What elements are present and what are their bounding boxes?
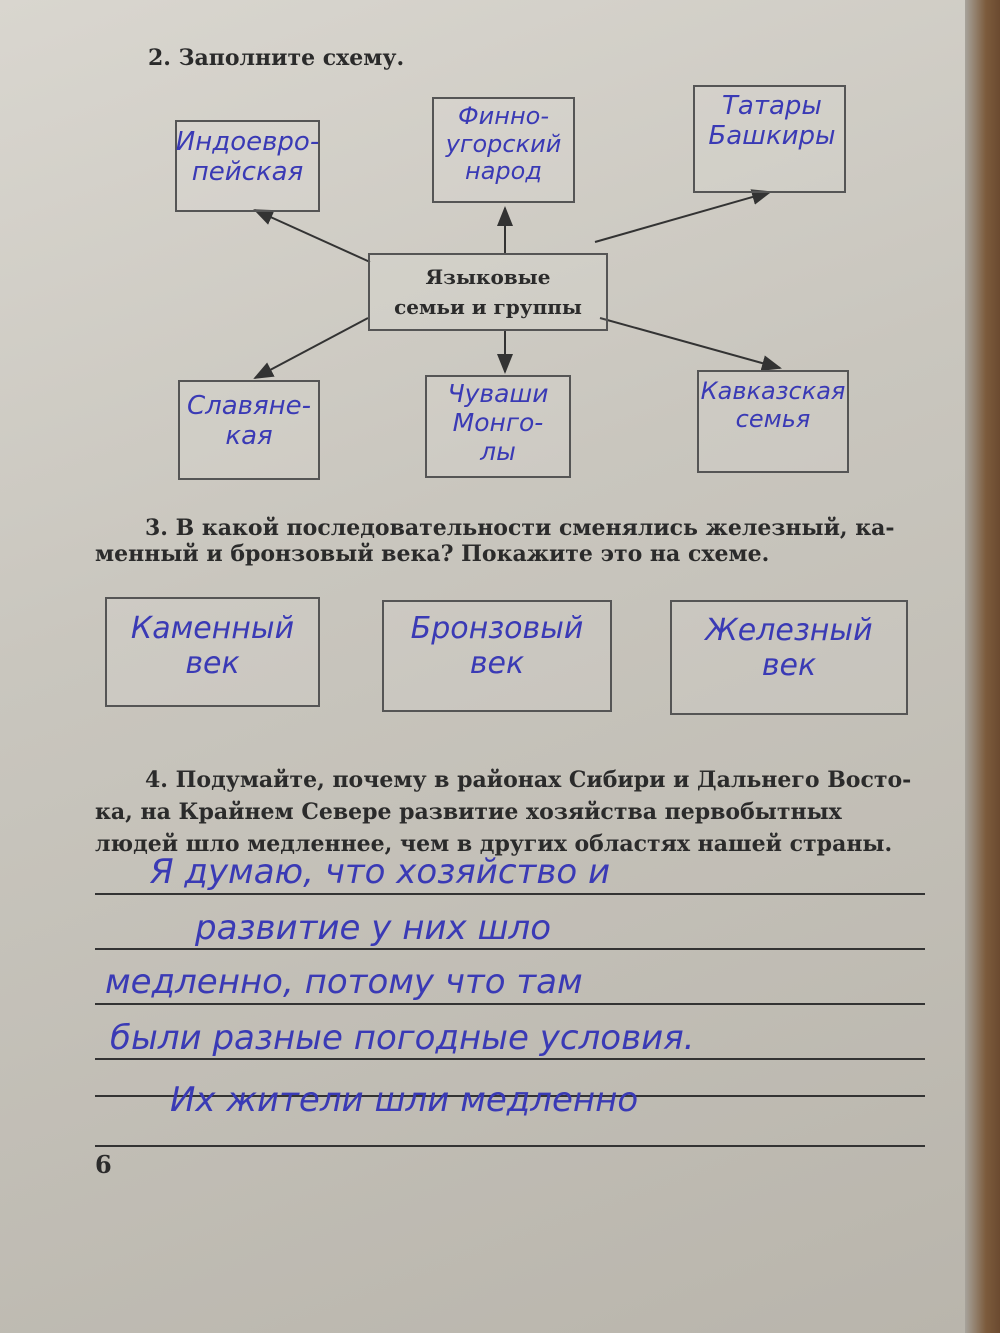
page-edge — [965, 0, 1000, 1333]
answer-slavic: Славяне- кая — [186, 391, 312, 451]
answer-bronze-age: Бронзовый век — [410, 611, 584, 681]
center-line1: Языковые — [425, 265, 551, 289]
answer-line-4: были разные погодные условия. — [110, 1018, 695, 1058]
answer-tatars: Татары Башкиры — [708, 91, 836, 151]
answer-iron-age: Железный век — [705, 613, 873, 683]
answer-line-3: медленно, потому что там — [105, 962, 583, 1002]
answer-line-2: развитие у них шло — [195, 908, 552, 948]
answer-line — [95, 948, 925, 950]
page-number: 6 — [95, 1150, 112, 1179]
answer-line-5: Их жители шли медленно — [170, 1080, 639, 1120]
task3-question: 3. В какой последовательности сменялись железный, ка- менный и бронзовый века? Покажите это на схеме. — [95, 515, 895, 567]
task2-title: 2. Заполните схему. — [148, 45, 405, 71]
answer-caucasian: Кавказская семья — [700, 377, 846, 433]
center-box-language-families — [368, 253, 608, 331]
answer-line-1: Я думаю, что хозяйство и — [150, 852, 611, 892]
answer-line — [95, 1058, 925, 1060]
answer-line — [95, 893, 925, 895]
answer-line — [95, 1003, 925, 1005]
answer-indo-european: Индоевро- пейская — [175, 127, 320, 187]
answer-line — [95, 1145, 925, 1147]
answer-stone-age: Каменный век — [130, 611, 295, 681]
task4-question: 4. Подумайте, почему в районах Сибири и Дальнего Восто- ка, на Крайнем Севере развитие хозяйства первобытных людей шло медленнее, чем в других областях нашей страны. — [95, 767, 912, 857]
answer-finno-ugric: Финно- угорский народ — [445, 102, 562, 186]
center-line2: семьи и группы — [394, 295, 582, 319]
answer-chuvash: Чуваши Монго- лы — [447, 379, 549, 466]
